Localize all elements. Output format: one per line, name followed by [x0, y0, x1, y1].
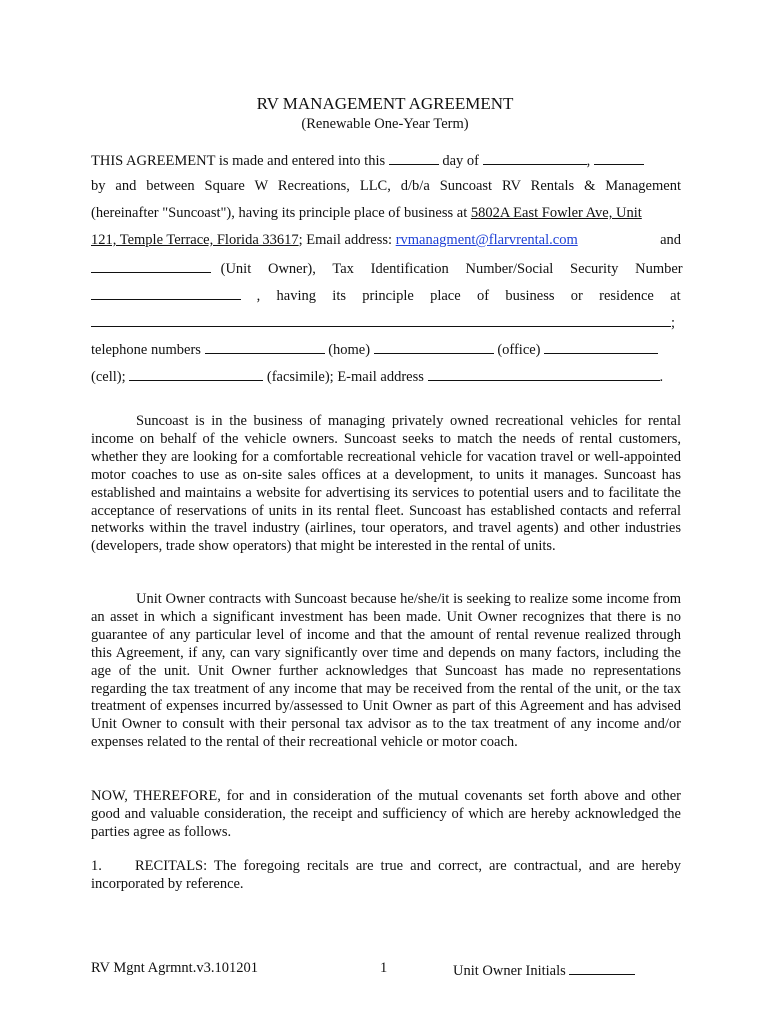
footer-doc-id: RV Mgnt Agrmnt.v3.101201 [91, 960, 258, 976]
month-blank[interactable] [483, 150, 587, 165]
recital-number: 1. [91, 858, 102, 874]
preamble-line-1 [91, 150, 681, 170]
document-title: RV MANAGEMENT AGREEMENT [256, 94, 514, 113]
year-blank[interactable] [594, 150, 644, 165]
day-blank[interactable] [389, 150, 439, 165]
preamble-line-2: by and between Square W Recreations, LLC, d/b/a Suncoast RV Rentals & Management [91, 178, 681, 194]
suncoast-email-link[interactable]: rvmanagment@flarvrental.com [395, 232, 578, 248]
place-of-business-text: (hereinafter "Suncoast"), having its principle place of business at [91, 205, 468, 221]
home-blank[interactable] [374, 339, 494, 354]
telephone-label: telephone numbers [91, 342, 201, 358]
preamble-line-6 [91, 285, 681, 305]
tax-id-blank[interactable] [91, 285, 241, 300]
recital-text: RECITALS: The foregoing recitals are true and correct, are contractual, and are hereby incorporated by reference. [91, 858, 681, 892]
initials-label: Unit Owner Initials [453, 963, 566, 979]
paragraph-recitals [91, 858, 681, 894]
paragraph-unit-owner: Unit Owner contracts with Suncoast because he/she/it is seeking to realize some income from an asset in which a significant investment has been made. Unit Owner recognizes that there is no guarantee of any particular level of income and that the amount of rental revenue realized through this Agreement, if any, can vary significantly over time and depends on many factors, including the age of the unit. Unit Owner further acknowledges that Suncoast has made no representations regarding the tax treatment of any income that may be received from the rental of the unit, or the tax treatment of expenses incurred by/assessed to Unit Owner as part of this Agreement and has advised Unit Owner to consult with their personal tax advisor as to the tax treatment of any income and/or expenses related to the rental of their recreational vehicle or motor coach. [91, 591, 681, 751]
email-label: ; Email address: [298, 232, 393, 248]
telephone-blank[interactable] [205, 339, 325, 354]
comma: , [586, 153, 591, 169]
footer-initials [453, 960, 635, 980]
day-of-label: day of [442, 153, 480, 169]
fax-email-label: (facsimile); E-mail address [266, 369, 424, 385]
preamble-line-4 [91, 231, 681, 249]
period: . [659, 369, 664, 385]
cell-label: (cell); [91, 369, 126, 385]
paragraph-suncoast-business: Suncoast is in the business of managing privately owned recreational vehicles for rental income on behalf of the vehicle owners. Suncoast seeks to match the needs of rental customers, whether they are looking for a comfortable recreational vehicle for vacation travel or well-appointed motor coaches to use as on-site sales offices at a development, to units it manages. Suncoast has established and maintains a website for advertising its services to potential users and to facilitate the acceptance of reservations of units in its rental fleet. Suncoast has established contacts and referral networks within the travel industry (airlines, tour operators, and travel agents) and other industries (developers, trade show operators) that might be interested in the rental of units. [91, 413, 681, 555]
email-blank[interactable] [428, 366, 660, 381]
preamble-line-8 [91, 339, 681, 359]
residence-text: , having its principle place of business or residence at [256, 288, 681, 304]
footer-page-number: 1 [380, 960, 388, 976]
suncoast-address: 5802A East Fowler Ave, Unit [470, 205, 642, 221]
home-label: (home) [328, 342, 371, 358]
paragraph-now-therefore: NOW, THEREFORE, for and in consideration of the mutual covenants set forth above and other good and valuable consideration, the receipt and sufficiency of which are hereby acknowledged the parties agree as follows. [91, 788, 681, 840]
suncoast-address-cont: 121, Temple Terrace, Florida 33617 [91, 232, 299, 248]
and-text: and [660, 232, 681, 248]
address-blank[interactable] [91, 312, 671, 327]
preamble-line-3 [91, 204, 681, 222]
unit-owner-blank[interactable] [91, 258, 211, 273]
preamble-line-7 [91, 312, 681, 332]
initials-blank[interactable] [569, 960, 635, 975]
semicolon: ; [671, 315, 676, 331]
preamble-line-5 [91, 258, 681, 278]
office-blank[interactable] [544, 339, 658, 354]
document-subtitle: (Renewable One-Year Term) [301, 116, 469, 132]
office-label: (office) [497, 342, 541, 358]
tax-id-text: (Unit Owner), Tax Identification Number/Social Security Number [220, 261, 683, 277]
preamble-text: THIS AGREEMENT is made and entered into this [91, 153, 386, 169]
preamble-line-9 [91, 366, 681, 386]
cell-blank[interactable] [129, 366, 263, 381]
